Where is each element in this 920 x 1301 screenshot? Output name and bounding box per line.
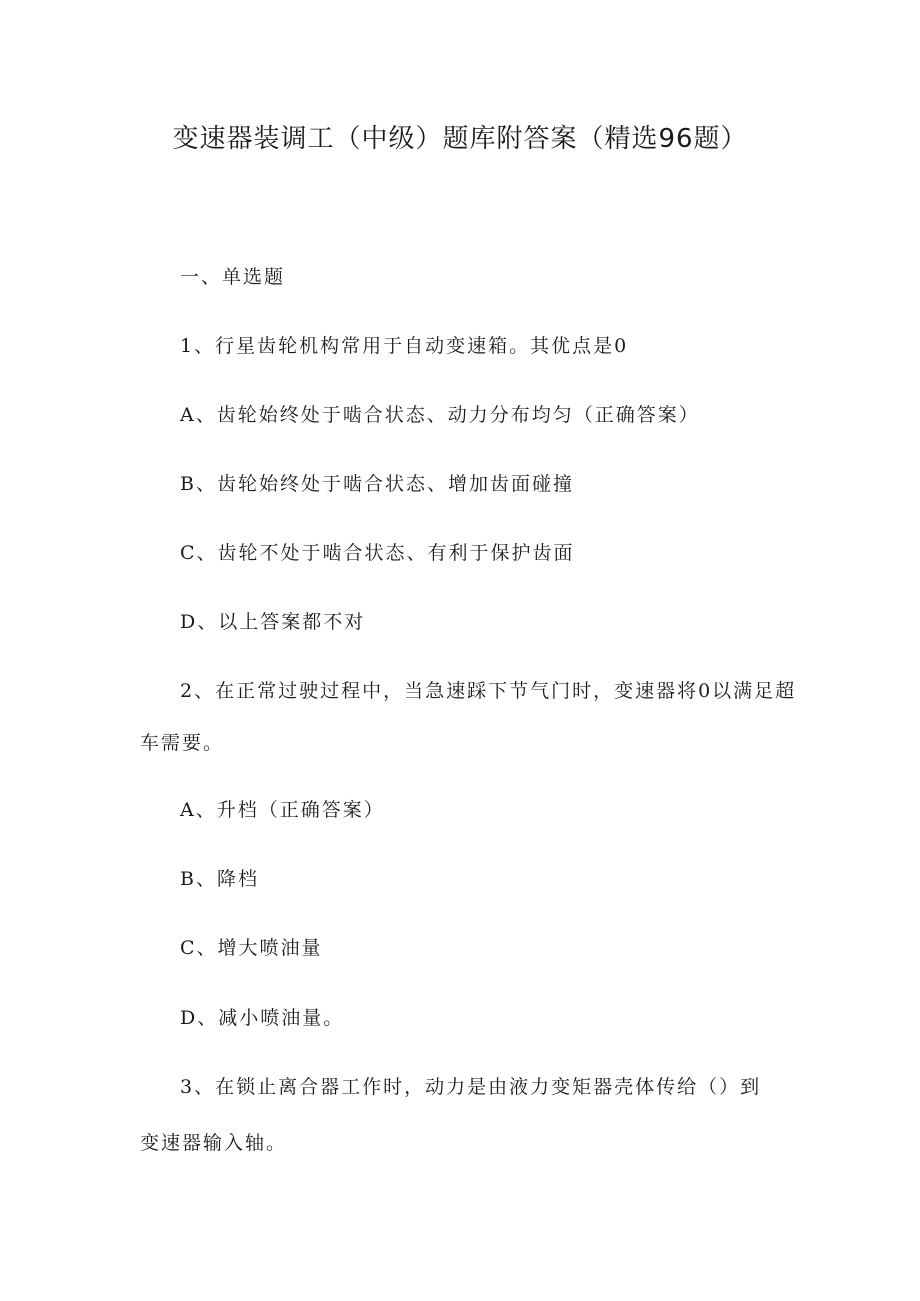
question-1-option-c: C、齿轮不处于啮合状态、有利于保护齿面 [180, 542, 575, 564]
question-1-option-a: A、齿轮始终处于啮合状态、动力分布均匀（正确答案） [180, 404, 700, 426]
question-3-stem-continued: 变速器输入轴。 [140, 1132, 288, 1154]
question-2-option-d: D、减小喷油量。 [180, 1007, 345, 1029]
document-title: 变速器装调工（中级）题库附答案（精选96题） [172, 124, 748, 154]
question-3-stem: 3、在锁止离合器工作时，动力是由液力变矩器壳体传给（）到 [180, 1076, 762, 1098]
question-2-option-c: C、增大喷油量 [180, 937, 323, 959]
question-1-option-b: B、齿轮始终处于啮合状态、增加齿面碰撞 [180, 473, 574, 495]
question-1-stem: 1、行星齿轮机构常用于自动变速箱。其优点是0 [180, 335, 629, 357]
question-2-option-a: A、升档（正确答案） [180, 799, 385, 821]
question-2-stem: 2、在正常过驶过程中，当急速踩下节气门时，变速器将0以满足超 [180, 680, 797, 702]
question-2-stem-continued: 车需要。 [140, 732, 225, 754]
question-1-option-d: D、以上答案都不对 [180, 611, 366, 633]
question-2-option-b: B、降档 [180, 868, 259, 890]
section-heading: 一、单选题 [180, 266, 286, 288]
